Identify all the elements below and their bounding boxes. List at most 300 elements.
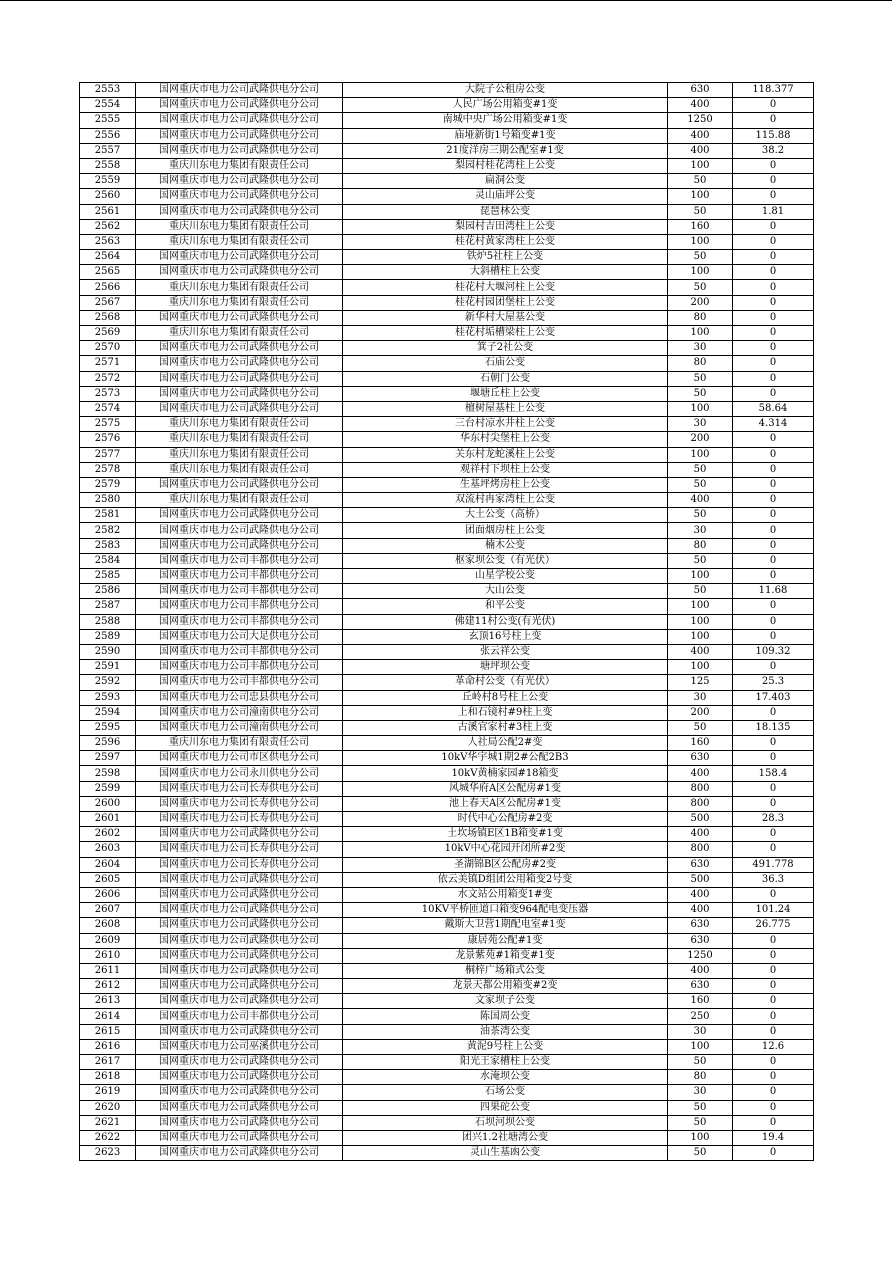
capacity-cell: 30 (668, 1085, 733, 1100)
row-number-cell: 2620 (80, 1100, 136, 1115)
table-row (80, 538, 814, 553)
table-row (80, 629, 814, 644)
company-cell: 国网重庆市电力公司武隆供电分公司 (136, 979, 343, 994)
company-cell: 国网重庆市电力公司武隆供电分公司 (136, 1100, 343, 1115)
transformer-name-cell: 水淹坝公变 (343, 1070, 668, 1085)
company-cell: 国网重庆市电力公司武隆供电分公司 (136, 1024, 343, 1039)
value-cell: 38.2 (733, 143, 814, 158)
row-number-cell: 2574 (80, 401, 136, 416)
capacity-cell: 200 (668, 432, 733, 447)
transformer-name-cell: 灵山庙坪公变 (343, 189, 668, 204)
value-cell: 115.88 (733, 128, 814, 143)
table-row (80, 462, 814, 477)
transformer-name-cell: 檀树屋基柱上公变 (343, 401, 668, 416)
value-cell: 0 (733, 614, 814, 629)
table-row (80, 250, 814, 265)
table-row (80, 1024, 814, 1039)
row-number-cell: 2558 (80, 158, 136, 173)
row-number-cell: 2607 (80, 903, 136, 918)
row-number-cell: 2559 (80, 174, 136, 189)
row-number-cell: 2609 (80, 933, 136, 948)
table-row (80, 219, 814, 234)
table-row (80, 1039, 814, 1054)
value-cell: 18.135 (733, 720, 814, 735)
value-cell: 0 (733, 371, 814, 386)
value-cell: 0 (733, 569, 814, 584)
capacity-cell: 50 (668, 477, 733, 492)
row-number-cell: 2555 (80, 113, 136, 128)
row-number-cell: 2564 (80, 250, 136, 265)
value-cell: 0 (733, 493, 814, 508)
value-cell: 158.4 (733, 766, 814, 781)
capacity-cell: 800 (668, 781, 733, 796)
capacity-cell: 30 (668, 417, 733, 432)
row-number-cell: 2592 (80, 675, 136, 690)
row-number-cell: 2577 (80, 447, 136, 462)
company-cell: 重庆川东电力集团有限责任公司 (136, 447, 343, 462)
capacity-cell: 100 (668, 1039, 733, 1054)
value-cell: 0 (733, 234, 814, 249)
capacity-cell: 250 (668, 1009, 733, 1024)
table-row (80, 751, 814, 766)
row-number-cell: 2553 (80, 83, 136, 98)
company-cell: 国网重庆市电力公司武隆供电分公司 (136, 948, 343, 963)
value-cell: 0 (733, 174, 814, 189)
transformer-name-cell: 华东村尖堡柱上公变 (343, 432, 668, 447)
company-cell: 国网重庆市电力公司武隆供电分公司 (136, 356, 343, 371)
row-number-cell: 2603 (80, 842, 136, 857)
transformer-name-cell: 团兴1.2社塘湾公变 (343, 1130, 668, 1145)
table-row (80, 948, 814, 963)
transformer-name-cell: 梨园村吉田湾柱上公变 (343, 219, 668, 234)
value-cell: 0 (733, 113, 814, 128)
row-number-cell: 2597 (80, 751, 136, 766)
transformer-name-cell: 塘坪坝公变 (343, 660, 668, 675)
transformer-name-cell: 堰塘丘柱上公变 (343, 386, 668, 401)
row-number-cell: 2601 (80, 812, 136, 827)
capacity-cell: 100 (668, 614, 733, 629)
company-cell: 国网重庆市电力公司丰都供电分公司 (136, 599, 343, 614)
table-row (80, 447, 814, 462)
value-cell: 0 (733, 979, 814, 994)
table-row (80, 356, 814, 371)
company-cell: 重庆川东电力集团有限责任公司 (136, 417, 343, 432)
company-cell: 重庆川东电力集团有限责任公司 (136, 158, 343, 173)
row-number-cell: 2586 (80, 584, 136, 599)
value-cell: 0 (733, 250, 814, 265)
value-cell: 0 (733, 386, 814, 401)
table-row (80, 994, 814, 1009)
company-cell: 国网重庆市电力公司武隆供电分公司 (136, 933, 343, 948)
company-cell: 重庆川东电力集团有限责任公司 (136, 280, 343, 295)
transformer-name-cell: 10kV黄楠家园#18箱变 (343, 766, 668, 781)
table-row (80, 903, 814, 918)
capacity-cell: 500 (668, 812, 733, 827)
table-row (80, 1100, 814, 1115)
transformer-name-cell: 黄泥9号柱上公变 (343, 1039, 668, 1054)
capacity-cell: 200 (668, 295, 733, 310)
company-cell: 国网重庆市电力公司武隆供电分公司 (136, 250, 343, 265)
capacity-cell: 160 (668, 736, 733, 751)
company-cell: 国网重庆市电力公司武隆供电分公司 (136, 994, 343, 1009)
table-row (80, 766, 814, 781)
transformer-name-cell: 扁洞公变 (343, 174, 668, 189)
row-number-cell: 2579 (80, 477, 136, 492)
capacity-cell: 400 (668, 903, 733, 918)
capacity-cell: 50 (668, 1115, 733, 1130)
row-number-cell: 2608 (80, 918, 136, 933)
table-row (80, 842, 814, 857)
capacity-cell: 50 (668, 508, 733, 523)
row-number-cell: 2567 (80, 295, 136, 310)
capacity-cell: 100 (668, 326, 733, 341)
row-number-cell: 2582 (80, 523, 136, 538)
capacity-cell: 50 (668, 584, 733, 599)
capacity-cell: 630 (668, 933, 733, 948)
transformer-name-cell: 大土公变（高桥） (343, 508, 668, 523)
table-row (80, 812, 814, 827)
transformer-table-body (80, 83, 814, 1161)
row-number-cell: 2576 (80, 432, 136, 447)
table-row (80, 720, 814, 735)
company-cell: 国网重庆市电力公司长寿供电分公司 (136, 812, 343, 827)
company-cell: 国网重庆市电力公司武隆供电分公司 (136, 143, 343, 158)
row-number-cell: 2591 (80, 660, 136, 675)
value-cell: 0 (733, 796, 814, 811)
table-row (80, 1070, 814, 1085)
company-cell: 国网重庆市电力公司潼南供电分公司 (136, 705, 343, 720)
company-cell: 重庆川东电力集团有限责任公司 (136, 295, 343, 310)
transformer-name-cell: 石坝河坝公变 (343, 1115, 668, 1130)
row-number-cell: 2602 (80, 827, 136, 842)
value-cell: 0 (733, 432, 814, 447)
row-number-cell: 2618 (80, 1070, 136, 1085)
capacity-cell: 630 (668, 83, 733, 98)
value-cell: 0 (733, 98, 814, 113)
company-cell: 国网重庆市电力公司武隆供电分公司 (136, 872, 343, 887)
value-cell: 0 (733, 1146, 814, 1161)
row-number-cell: 2561 (80, 204, 136, 219)
capacity-cell: 100 (668, 660, 733, 675)
value-cell: 17.403 (733, 690, 814, 705)
table-row (80, 690, 814, 705)
value-cell: 0 (733, 1055, 814, 1070)
value-cell: 19.4 (733, 1130, 814, 1145)
table-row (80, 158, 814, 173)
row-number-cell: 2589 (80, 629, 136, 644)
row-number-cell: 2580 (80, 493, 136, 508)
transformer-name-cell: 文家坝子公变 (343, 994, 668, 1009)
company-cell: 国网重庆市电力公司忠县供电分公司 (136, 690, 343, 705)
table-row (80, 599, 814, 614)
value-cell: 0 (733, 1070, 814, 1085)
table-row (80, 386, 814, 401)
table-row (80, 265, 814, 280)
company-cell: 国网重庆市电力公司武隆供电分公司 (136, 918, 343, 933)
table-row (80, 614, 814, 629)
company-cell: 国网重庆市电力公司武隆供电分公司 (136, 310, 343, 325)
value-cell: 0 (733, 751, 814, 766)
row-number-cell: 2562 (80, 219, 136, 234)
table-row (80, 887, 814, 902)
value-cell: 58.64 (733, 401, 814, 416)
row-number-cell: 2575 (80, 417, 136, 432)
row-number-cell: 2613 (80, 994, 136, 1009)
row-number-cell: 2610 (80, 948, 136, 963)
company-cell: 国网重庆市电力公司巫溪供电分公司 (136, 1039, 343, 1054)
transformer-name-cell: 康居苑公配#1变 (343, 933, 668, 948)
row-number-cell: 2590 (80, 644, 136, 659)
table-row (80, 189, 814, 204)
transformer-name-cell: 大斜槽柱上公变 (343, 265, 668, 280)
capacity-cell: 30 (668, 523, 733, 538)
table-row (80, 1085, 814, 1100)
value-cell: 1.81 (733, 204, 814, 219)
table-row (80, 705, 814, 720)
transformer-name-cell: 楠木公变 (343, 538, 668, 553)
row-number-cell: 2566 (80, 280, 136, 295)
page-top-rule (0, 0, 892, 1)
table-row (80, 1115, 814, 1130)
transformer-name-cell: 池上春天A区公配房#1变 (343, 796, 668, 811)
capacity-cell: 400 (668, 143, 733, 158)
company-cell: 国网重庆市电力公司武隆供电分公司 (136, 1055, 343, 1070)
row-number-cell: 2614 (80, 1009, 136, 1024)
transformer-name-cell: 大院子公租房公变 (343, 83, 668, 98)
value-cell: 0 (733, 781, 814, 796)
transformer-name-cell: 枢家坝公变（有光伏） (343, 553, 668, 568)
value-cell: 0 (733, 295, 814, 310)
capacity-cell: 125 (668, 675, 733, 690)
table-row (80, 1146, 814, 1161)
capacity-cell: 100 (668, 158, 733, 173)
row-number-cell: 2584 (80, 553, 136, 568)
transformer-name-cell: 油茶湾公变 (343, 1024, 668, 1039)
table-row (80, 796, 814, 811)
company-cell: 国网重庆市电力公司长寿供电分公司 (136, 842, 343, 857)
company-cell: 国网重庆市电力公司武隆供电分公司 (136, 887, 343, 902)
row-number-cell: 2604 (80, 857, 136, 872)
capacity-cell: 400 (668, 98, 733, 113)
value-cell: 0 (733, 842, 814, 857)
capacity-cell: 100 (668, 569, 733, 584)
value-cell: 28.3 (733, 812, 814, 827)
company-cell: 国网重庆市电力公司武隆供电分公司 (136, 1070, 343, 1085)
value-cell: 0 (733, 189, 814, 204)
transformer-name-cell: 10kV中心花园开闭所#2变 (343, 842, 668, 857)
transformer-name-cell: 圣湖锦B区公配房#2变 (343, 857, 668, 872)
row-number-cell: 2569 (80, 326, 136, 341)
capacity-cell: 1250 (668, 113, 733, 128)
transformer-name-cell: 石朝门公变 (343, 371, 668, 386)
company-cell: 国网重庆市电力公司永川供电分公司 (136, 766, 343, 781)
table-row (80, 979, 814, 994)
value-cell: 0 (733, 508, 814, 523)
transformer-name-cell: 10kV华宇城1期2#公配2B3 (343, 751, 668, 766)
capacity-cell: 50 (668, 250, 733, 265)
transformer-name-cell: 生基坪烤房柱上公变 (343, 477, 668, 492)
transformer-name-cell: 庙垭新街1号箱变#1变 (343, 128, 668, 143)
capacity-cell: 400 (668, 963, 733, 978)
transformer-name-cell: 龙景天都公用箱变#2变 (343, 979, 668, 994)
row-number-cell: 2605 (80, 872, 136, 887)
company-cell: 国网重庆市电力公司丰都供电分公司 (136, 584, 343, 599)
value-cell: 118.377 (733, 83, 814, 98)
transformer-name-cell: 关东村龙蛇溪柱上公变 (343, 447, 668, 462)
row-number-cell: 2596 (80, 736, 136, 751)
transformer-name-cell: 张云祥公变 (343, 644, 668, 659)
row-number-cell: 2595 (80, 720, 136, 735)
table-row (80, 569, 814, 584)
row-number-cell: 2599 (80, 781, 136, 796)
row-number-cell: 2557 (80, 143, 136, 158)
value-cell: 0 (733, 599, 814, 614)
transformer-name-cell: 人社局公配2#变 (343, 736, 668, 751)
capacity-cell: 30 (668, 1024, 733, 1039)
transformer-name-cell: 21度洋房三期公配室#1变 (343, 143, 668, 158)
row-number-cell: 2615 (80, 1024, 136, 1039)
capacity-cell: 160 (668, 219, 733, 234)
transformer-name-cell: 丘岭村8号柱上公变 (343, 690, 668, 705)
value-cell: 12.6 (733, 1039, 814, 1054)
capacity-cell: 100 (668, 1130, 733, 1145)
capacity-cell: 100 (668, 401, 733, 416)
table-row (80, 432, 814, 447)
row-number-cell: 2556 (80, 128, 136, 143)
table-row (80, 736, 814, 751)
transformer-name-cell: 观祥村下坝柱上公变 (343, 462, 668, 477)
company-cell: 重庆川东电力集团有限责任公司 (136, 736, 343, 751)
value-cell: 0 (733, 462, 814, 477)
table-row (80, 174, 814, 189)
company-cell: 国网重庆市电力公司长寿供电分公司 (136, 781, 343, 796)
capacity-cell: 80 (668, 538, 733, 553)
table-row (80, 584, 814, 599)
value-cell: 0 (733, 538, 814, 553)
row-number-cell: 2617 (80, 1055, 136, 1070)
table-row (80, 417, 814, 432)
transformer-name-cell: 时代中心公配房#2变 (343, 812, 668, 827)
company-cell: 重庆川东电力集团有限责任公司 (136, 326, 343, 341)
value-cell: 0 (733, 660, 814, 675)
table-row (80, 508, 814, 523)
table-row (80, 493, 814, 508)
transformer-table (79, 82, 814, 1161)
capacity-cell: 50 (668, 1055, 733, 1070)
capacity-cell: 630 (668, 751, 733, 766)
row-number-cell: 2585 (80, 569, 136, 584)
row-number-cell: 2623 (80, 1146, 136, 1161)
table-row (80, 295, 814, 310)
transformer-name-cell: 梨园村桂花湾柱上公变 (343, 158, 668, 173)
table-row (80, 371, 814, 386)
row-number-cell: 2573 (80, 386, 136, 401)
company-cell: 国网重庆市电力公司潼南供电分公司 (136, 720, 343, 735)
table-row (80, 341, 814, 356)
company-cell: 国网重庆市电力公司武隆供电分公司 (136, 963, 343, 978)
value-cell: 4.314 (733, 417, 814, 432)
transformer-name-cell: 桂花村垢槽梁柱上公变 (343, 326, 668, 341)
transformer-name-cell: 桂花村园团堡柱上公变 (343, 295, 668, 310)
table-row (80, 523, 814, 538)
transformer-name-cell: 阳光王家槽柱上公变 (343, 1055, 668, 1070)
row-number-cell: 2571 (80, 356, 136, 371)
row-number-cell: 2588 (80, 614, 136, 629)
company-cell: 国网重庆市电力公司武隆供电分公司 (136, 113, 343, 128)
value-cell: 0 (733, 994, 814, 1009)
row-number-cell: 2598 (80, 766, 136, 781)
table-row (80, 1130, 814, 1145)
company-cell: 国网重庆市电力公司武隆供电分公司 (136, 83, 343, 98)
table-row (80, 83, 814, 98)
table-row (80, 98, 814, 113)
transformer-name-cell: 桂花村大堰河柱上公变 (343, 280, 668, 295)
company-cell: 国网重庆市电力公司丰都供电分公司 (136, 1009, 343, 1024)
company-cell: 国网重庆市电力公司武隆供电分公司 (136, 903, 343, 918)
company-cell: 国网重庆市电力公司武隆供电分公司 (136, 1130, 343, 1145)
table-row (80, 280, 814, 295)
row-number-cell: 2593 (80, 690, 136, 705)
company-cell: 国网重庆市电力公司武隆供电分公司 (136, 477, 343, 492)
transformer-name-cell: 石庙公变 (343, 356, 668, 371)
company-cell: 国网重庆市电力公司武隆供电分公司 (136, 1146, 343, 1161)
company-cell: 国网重庆市电力公司武隆供电分公司 (136, 98, 343, 113)
row-number-cell: 2616 (80, 1039, 136, 1054)
table-row (80, 234, 814, 249)
company-cell: 国网重庆市电力公司武隆供电分公司 (136, 1115, 343, 1130)
value-cell: 0 (733, 265, 814, 280)
table-row (80, 553, 814, 568)
company-cell: 国网重庆市电力公司武隆供电分公司 (136, 538, 343, 553)
capacity-cell: 100 (668, 234, 733, 249)
transformer-name-cell: 石场公变 (343, 1085, 668, 1100)
capacity-cell: 50 (668, 462, 733, 477)
company-cell: 重庆川东电力集团有限责任公司 (136, 234, 343, 249)
capacity-cell: 400 (668, 128, 733, 143)
row-number-cell: 2554 (80, 98, 136, 113)
table-row (80, 675, 814, 690)
table-row (80, 401, 814, 416)
transformer-name-cell: 山星学校公变 (343, 569, 668, 584)
company-cell: 国网重庆市电力公司武隆供电分公司 (136, 265, 343, 280)
transformer-name-cell: 土坎场镇E区1B箱变#1变 (343, 827, 668, 842)
table-row (80, 143, 814, 158)
transformer-name-cell: 人民广场公用箱变#1变 (343, 98, 668, 113)
capacity-cell: 160 (668, 994, 733, 1009)
company-cell: 重庆川东电力集团有限责任公司 (136, 219, 343, 234)
capacity-cell: 80 (668, 310, 733, 325)
company-cell: 国网重庆市电力公司武隆供电分公司 (136, 523, 343, 538)
capacity-cell: 200 (668, 705, 733, 720)
company-cell: 国网重庆市电力公司武隆供电分公司 (136, 827, 343, 842)
transformer-name-cell: 10KV平桥匝道口箱变964配电变压器 (343, 903, 668, 918)
capacity-cell: 800 (668, 842, 733, 857)
company-cell: 国网重庆市电力公司武隆供电分公司 (136, 371, 343, 386)
transformer-name-cell: 和平公变 (343, 599, 668, 614)
row-number-cell: 2611 (80, 963, 136, 978)
value-cell: 25.3 (733, 675, 814, 690)
row-number-cell: 2568 (80, 310, 136, 325)
value-cell: 0 (733, 523, 814, 538)
capacity-cell: 50 (668, 553, 733, 568)
capacity-cell: 400 (668, 644, 733, 659)
company-cell: 国网重庆市电力公司大足供电分公司 (136, 629, 343, 644)
value-cell: 36.3 (733, 872, 814, 887)
capacity-cell: 50 (668, 280, 733, 295)
capacity-cell: 400 (668, 493, 733, 508)
transformer-name-cell: 桂花村黄家湾柱上公变 (343, 234, 668, 249)
table-row (80, 310, 814, 325)
